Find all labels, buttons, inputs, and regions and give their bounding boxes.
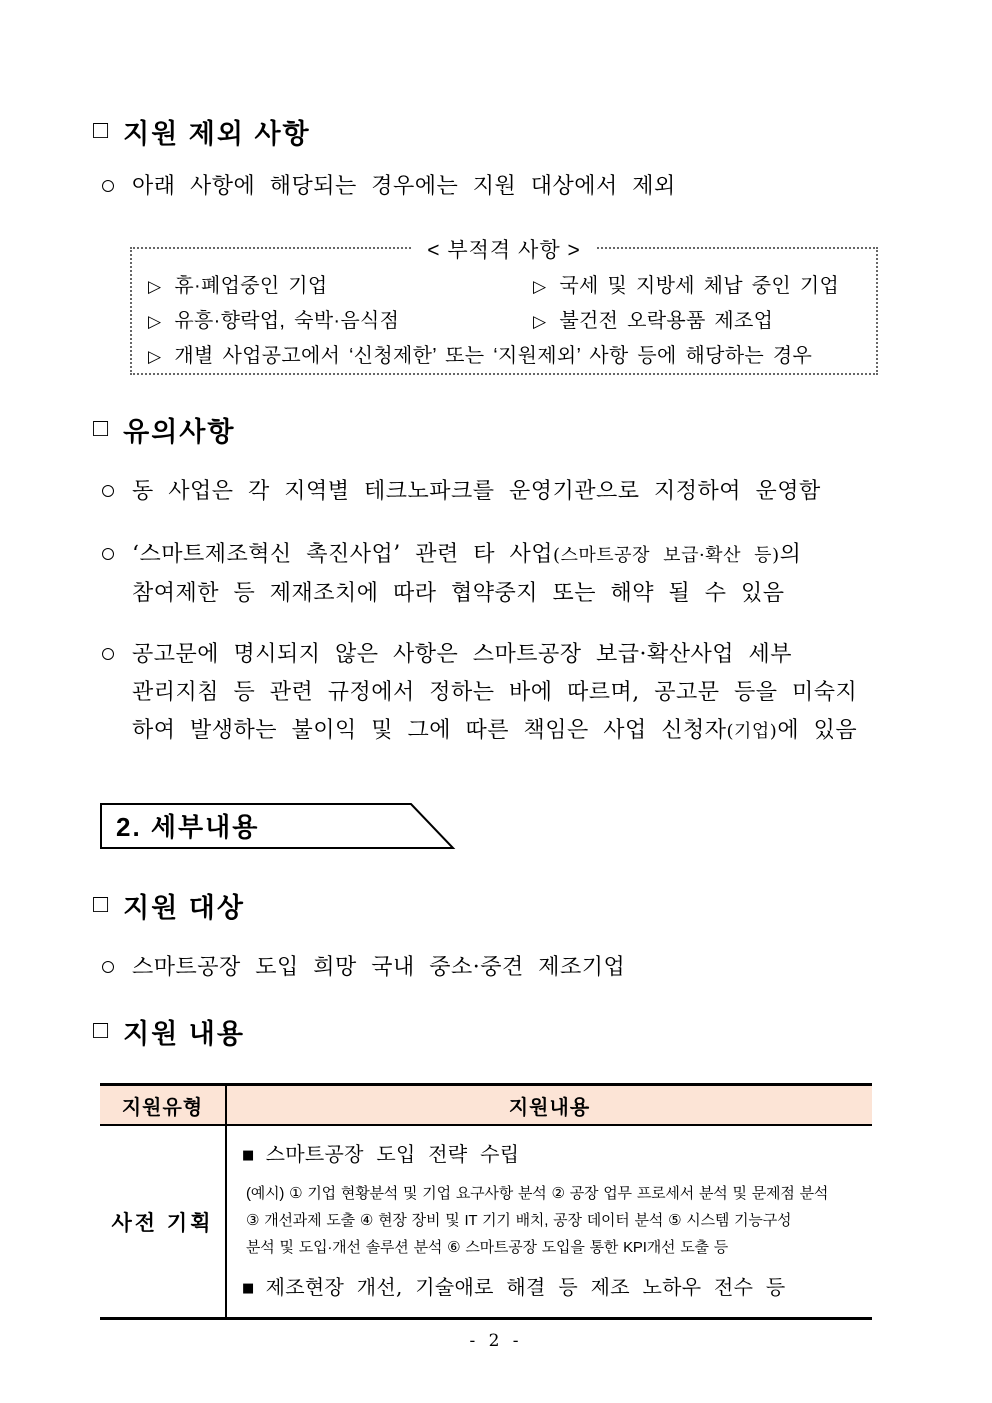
note-text-segment: 의: [779, 542, 802, 567]
note-text-paren-small: (기업): [726, 721, 778, 742]
triangle-bullet-icon: ▷: [148, 347, 162, 366]
note-text-segment: ‘스마트제조혁신 촉진사업’ 관련 타 사업: [132, 542, 553, 567]
square-outline-bullet-icon: □: [93, 890, 111, 918]
section-heading-target-label: 지원 대상: [123, 893, 245, 923]
table-row: [100, 1126, 872, 1317]
note-item: [100, 636, 900, 751]
ineligible-row: [148, 269, 876, 304]
triangle-bullet-icon: ▷: [533, 277, 547, 296]
content-bullet-text: 제조현장 개선, 기술애로 해결 등 제조 노하우 전수 등: [265, 1275, 786, 1299]
content-bullet-line: [242, 1273, 864, 1303]
ineligible-box: [130, 239, 878, 375]
ineligible-item: [533, 304, 773, 339]
square-bullet-icon: ■: [242, 1148, 255, 1163]
circle-bullet-icon: [102, 648, 114, 660]
circle-bullet-icon: [102, 180, 114, 192]
note-text: 동 사업은 각 지역별 테크노파크를 운영기관으로 지정하여 운영함: [132, 479, 821, 504]
page-number: - 2 -: [469, 1331, 523, 1351]
ineligible-item: [148, 339, 812, 374]
section-banner: [100, 803, 456, 850]
note-text: 공고문에 명시되지 않은 사항은 스마트공장 보급·확산사업 세부: [132, 642, 793, 667]
support-type-cell: 사전 기획: [100, 1126, 227, 1317]
note-text: 관리지침 등 관련 규정에서 정하는 바에 따르며, 공고문 등을 미숙지: [132, 680, 858, 705]
note-text: [132, 536, 801, 575]
note-text: 참여제한 등 제재조치에 따라 협약중지 또는 해약 될 수 있음: [132, 581, 785, 606]
note-text-paren-small: (스마트공장 보급·확산 등): [553, 545, 780, 566]
triangle-bullet-icon: ▷: [533, 312, 547, 331]
note-text-segment: 에 있음: [777, 718, 858, 743]
ineligible-item-text: 개별 사업공고에서 ‘신청제한’ 또는 ‘지원제외’ 사항 등에 해당하는 경우: [174, 345, 813, 367]
exclusion-intro-text: 아래 사항에 해당되는 경우에는 지원 대상에서 제외: [132, 174, 676, 199]
target-item: [100, 949, 900, 987]
ineligible-box-title: < 부적격 사항 >: [411, 234, 596, 264]
support-content-cell: [227, 1126, 872, 1317]
ineligible-row: [148, 304, 876, 339]
target-item-text: 스마트공장 도입 희망 국내 중소·중견 제조기업: [132, 955, 626, 980]
ineligible-item: [148, 269, 533, 304]
section-heading-content: [93, 1012, 245, 1051]
section-heading-content-label: 지원 내용: [123, 1019, 245, 1049]
section-heading-exclusion-label: 지원 제외 사항: [123, 119, 311, 149]
square-outline-bullet-icon: □: [93, 116, 111, 144]
ineligible-item-text: 유흥·향락업, 숙박·음식점: [174, 310, 400, 332]
content-example-line: ③ 개선과제 도출 ④ 현장 장비 및 IT 기기 배치, 공장 데이터 분석 ⑤ 시스템 기능구성: [246, 1212, 792, 1229]
note-text-segment: 하여 발생하는 불이익 및 그에 따른 책임은 사업 신청자: [132, 718, 727, 743]
ineligible-item: [533, 269, 839, 304]
content-example-line: (예시) ① 기업 현황분석 및 기업 요구사항 분석 ② 공장 업무 프로세서 분석 및 문제점 분석: [246, 1185, 829, 1202]
note-text: [132, 712, 857, 751]
section-heading-notes-label: 유의사항: [123, 417, 236, 447]
support-table-header-content: 지원내용: [227, 1086, 872, 1124]
triangle-bullet-icon: ▷: [148, 312, 162, 331]
support-table-header-row: [100, 1086, 872, 1126]
circle-bullet-icon: [102, 961, 114, 973]
exclusion-intro-item: [100, 168, 900, 206]
ineligible-item: [148, 304, 533, 339]
triangle-bullet-icon: ▷: [148, 277, 162, 296]
content-bullet-line: [242, 1140, 864, 1170]
support-table: [100, 1083, 872, 1320]
square-bullet-icon: ■: [242, 1281, 255, 1296]
content-example-block: [246, 1180, 864, 1261]
circle-bullet-icon: [102, 548, 114, 560]
ineligible-row: [148, 339, 876, 374]
square-outline-bullet-icon: □: [93, 1016, 111, 1044]
section-banner-label: 2. 세부내용: [116, 812, 260, 842]
section-heading-target: [93, 886, 245, 925]
content-example-line: 분석 및 도입·개선 솔루션 분석 ⑥ 스마트공장 도입을 통한 KPI개선 도출 등: [246, 1239, 729, 1256]
note-item: [100, 473, 900, 511]
ineligible-item-text: 불건전 오락용품 제조업: [559, 310, 774, 332]
section-heading-exclusion: [93, 112, 311, 151]
content-bullet-text: 스마트공장 도입 전략 수립: [265, 1142, 520, 1166]
circle-bullet-icon: [102, 485, 114, 497]
support-table-header-type: 지원유형: [100, 1086, 227, 1124]
ineligible-item-text: 국세 및 지방세 체납 중인 기업: [559, 275, 840, 297]
square-outline-bullet-icon: □: [93, 414, 111, 442]
ineligible-item-text: 휴·폐업중인 기업: [174, 275, 328, 297]
note-item: [100, 536, 900, 613]
section-heading-notes: [93, 410, 235, 449]
